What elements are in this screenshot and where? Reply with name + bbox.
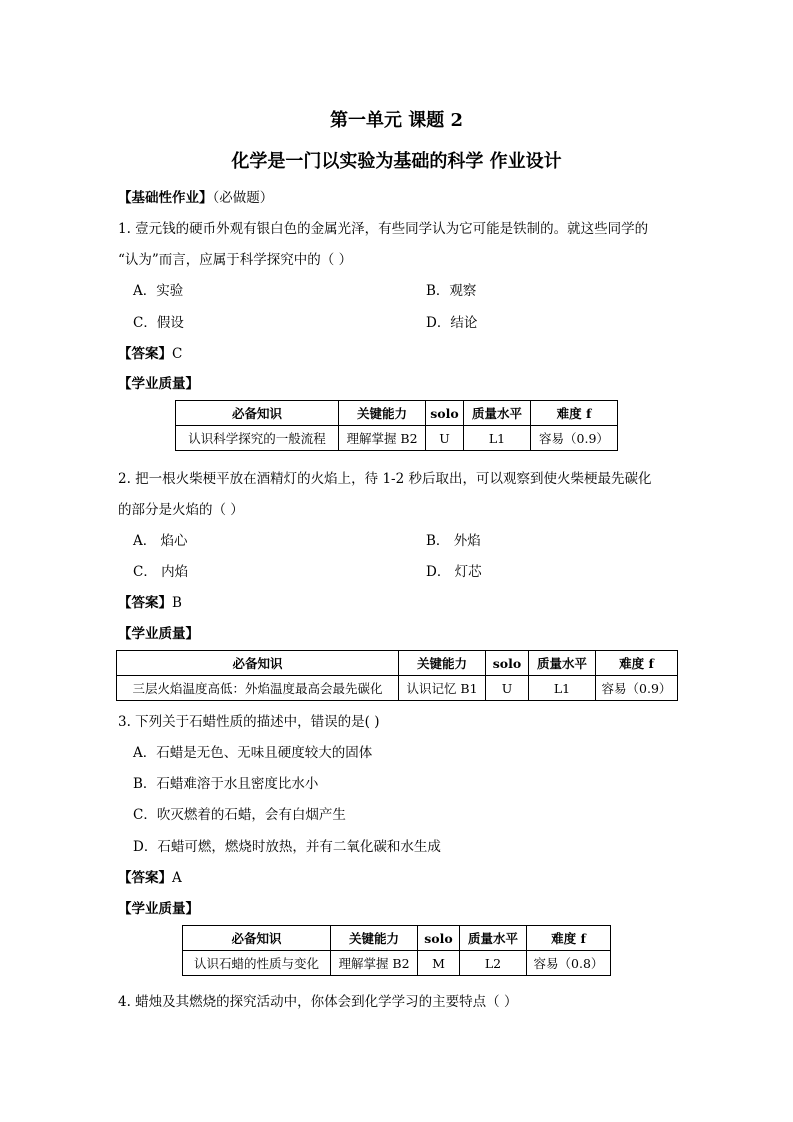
q3-quality-label: 【学业质量】 <box>118 901 199 917</box>
q1-quality-table <box>175 400 618 451</box>
q4-stem: 4. 蜡烛及其燃烧的探究活动中，你体会到化学学习的主要特点（ ） <box>118 994 518 1010</box>
q3-option-c: C．吹灭燃着的石蜡，会有白烟产生 <box>133 807 346 823</box>
answer-label: 【答案】 <box>118 346 172 362</box>
table-cell: L1 <box>529 676 596 701</box>
q2-option-d: D． 灯芯 <box>426 564 482 580</box>
table-header-cell: 必备知识 <box>117 651 399 676</box>
answer-value: B <box>172 595 182 611</box>
section-header <box>118 186 273 206</box>
table-cell: U <box>486 676 529 701</box>
answer-label: 【答案】 <box>118 870 172 886</box>
table-header-cell: 关键能力 <box>339 401 426 426</box>
q1-stem-line1: 1. 壹元钱的硬币外观有银白色的金属光泽，有些同学认为它可能是铁制的。就这些同学的 <box>118 221 649 237</box>
answer-value: A <box>172 870 182 886</box>
q1-option-a: A．实验 <box>133 283 184 299</box>
table-header-cell: 质量水平 <box>464 401 531 426</box>
table-cell: 认识记忆 B1 <box>399 676 486 701</box>
section-note: （必做题） <box>212 190 274 206</box>
table-cell: U <box>426 426 464 451</box>
answer-value: C <box>172 346 183 362</box>
table-cell: 容易（0.8） <box>527 951 611 976</box>
table-row <box>183 951 611 976</box>
table-header-row <box>176 401 618 426</box>
table-header-cell: 质量水平 <box>529 651 596 676</box>
q2-option-c: C． 内焰 <box>133 564 189 580</box>
table-header-cell: 关键能力 <box>331 926 418 951</box>
page-subtitle: 化学是一门以实验为基础的科学 作业设计 <box>231 151 562 172</box>
table-cell: 认识科学探究的一般流程 <box>176 426 339 451</box>
answer-label: 【答案】 <box>118 595 172 611</box>
table-cell: 理解掌握 B2 <box>339 426 426 451</box>
table-cell: L1 <box>464 426 531 451</box>
table-row <box>176 426 618 451</box>
table-header-cell: 难度 f <box>527 926 611 951</box>
q3-option-b: B．石蜡难溶于水且密度比水小 <box>133 776 319 792</box>
table-header-cell: solo <box>426 401 464 426</box>
q2-stem-line2: 的部分是火焰的（ ） <box>118 502 244 518</box>
table-cell: 容易（0.9） <box>596 676 678 701</box>
q1-answer <box>118 342 182 362</box>
q2-stem-line1: 2. 把一根火柴梗平放在酒精灯的火焰上，待 1-2 秒后取出，可以观察到使火柴梗最先碳化 <box>118 471 652 487</box>
q1-option-c: C．假设 <box>133 315 184 331</box>
q3-option-d: D．石蜡可燃，燃烧时放热，并有二氧化碳和水生成 <box>133 839 441 855</box>
q3-option-a: A．石蜡是无色、无味且硬度较大的固体 <box>133 745 373 761</box>
q1-quality-label: 【学业质量】 <box>118 376 199 392</box>
q1-option-b: B．观察 <box>426 283 477 299</box>
table-cell: 认识石蜡的性质与变化 <box>183 951 331 976</box>
table-cell: M <box>418 951 460 976</box>
table-cell: 三层火焰温度高低：外焰温度最高会最先碳化 <box>117 676 399 701</box>
q1-option-d: D．结论 <box>426 315 478 331</box>
q2-option-b: B． 外焰 <box>426 533 481 549</box>
table-header-cell: 质量水平 <box>460 926 527 951</box>
table-header-row <box>117 651 678 676</box>
q2-quality-table <box>116 650 678 701</box>
table-row <box>117 676 678 701</box>
table-header-cell: solo <box>486 651 529 676</box>
q3-stem: 3. 下列关于石蜡性质的描述中，错误的是( ) <box>118 714 380 730</box>
table-header-cell: 必备知识 <box>176 401 339 426</box>
table-header-cell: 难度 f <box>531 401 618 426</box>
section-label: 【基础性作业】 <box>118 190 213 206</box>
table-header-cell: 必备知识 <box>183 926 331 951</box>
q2-option-a: A． 焰心 <box>133 533 188 549</box>
table-header-cell: solo <box>418 926 460 951</box>
q3-quality-table <box>182 925 611 976</box>
table-cell: L2 <box>460 951 527 976</box>
table-cell: 容易（0.9） <box>531 426 618 451</box>
table-header-cell: 难度 f <box>596 651 678 676</box>
table-cell: 理解掌握 B2 <box>331 951 418 976</box>
q2-quality-label: 【学业质量】 <box>118 626 199 642</box>
page-title: 第一单元 课题 2 <box>329 110 464 131</box>
table-header-row <box>183 926 611 951</box>
q2-answer <box>118 591 182 611</box>
q1-stem-line2: “认为”而言，应属于科学探究中的（ ） <box>118 252 353 268</box>
table-header-cell: 关键能力 <box>399 651 486 676</box>
q3-answer <box>118 866 182 886</box>
